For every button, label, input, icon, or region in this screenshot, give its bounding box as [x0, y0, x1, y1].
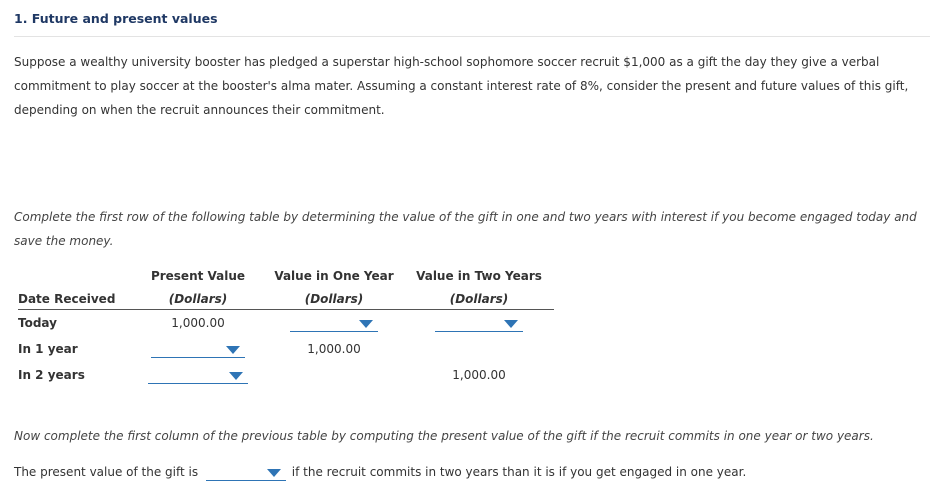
table-row-in-2-years: [18, 362, 554, 388]
answer-sentence: [14, 460, 746, 484]
dropdown-in-1-year-present-value[interactable]: [151, 341, 245, 358]
row-label-in-1-year: In 1 year: [18, 342, 78, 356]
dropdown-arrow-icon: [229, 372, 243, 380]
col-present-value-header: Present Value: [150, 269, 246, 283]
table-row-today: [18, 310, 554, 337]
cell-today-one-year: [264, 310, 404, 337]
dropdown-today-two-years[interactable]: [435, 315, 523, 332]
row-label-in-2-years: In 2 years: [18, 368, 85, 382]
col-present-value-unit: (Dollars): [132, 288, 264, 310]
row-label-today: Today: [18, 316, 57, 330]
question-title: 1. Future and present values: [14, 11, 218, 26]
col-two-years-unit: (Dollars): [404, 288, 554, 310]
col-date-header-top: [18, 264, 132, 288]
dropdown-present-value-comparison[interactable]: [206, 464, 286, 481]
answer-suffix: if the recruit commits in two years than it is if you get engaged in one year.: [291, 465, 747, 479]
cell-in-2-years-two-years: 1,000.00: [452, 368, 506, 382]
cell-today-present-value: 1,000.00: [171, 316, 225, 330]
dropdown-in-2-years-present-value[interactable]: [148, 367, 248, 384]
col-one-year-unit: (Dollars): [264, 288, 404, 310]
dropdown-today-one-year[interactable]: [290, 315, 378, 332]
cell-today-two-years: [404, 310, 554, 337]
cell-in-1-year-one-year: 1,000.00: [307, 342, 361, 356]
col-one-year-header: Value in One Year: [274, 269, 394, 283]
answer-prefix: The present value of the gift is: [14, 465, 199, 479]
cell-in-1-year-present-value: [132, 336, 264, 362]
dropdown-arrow-icon: [267, 469, 281, 477]
instruction-first-row: Complete the first row of the following table by determining the value of the gift in one and two years with interest if you become engaged today and save the money.: [14, 210, 917, 248]
dropdown-arrow-icon: [226, 346, 240, 354]
col-date-received-header: Date Received: [18, 288, 132, 310]
values-table: [18, 264, 554, 388]
cell-in-2-years-present-value: [132, 362, 264, 388]
intro-paragraph: Suppose a wealthy university booster has pledged a superstar high-school sophomore soccer recruit $1,000 as a gift the day they give a verbal commitment to play soccer at the booster's alma mater. Assuming a constant interest rate of 8%, consider the present and future values of this gift, depending on when the recruit announces their commitment.: [14, 55, 909, 117]
cell-in-1-year-two-years: [404, 336, 554, 362]
dropdown-arrow-icon: [504, 320, 518, 328]
instruction-first-column: Now complete the first column of the previous table by computing the present value of the gift if the recruit commits in one year or two years.: [14, 429, 874, 443]
title-divider: [14, 36, 930, 37]
table-row-in-1-year: [18, 336, 554, 362]
col-two-years-header: Value in Two Years: [416, 269, 542, 283]
cell-in-2-years-one-year: [264, 362, 404, 388]
dropdown-arrow-icon: [359, 320, 373, 328]
